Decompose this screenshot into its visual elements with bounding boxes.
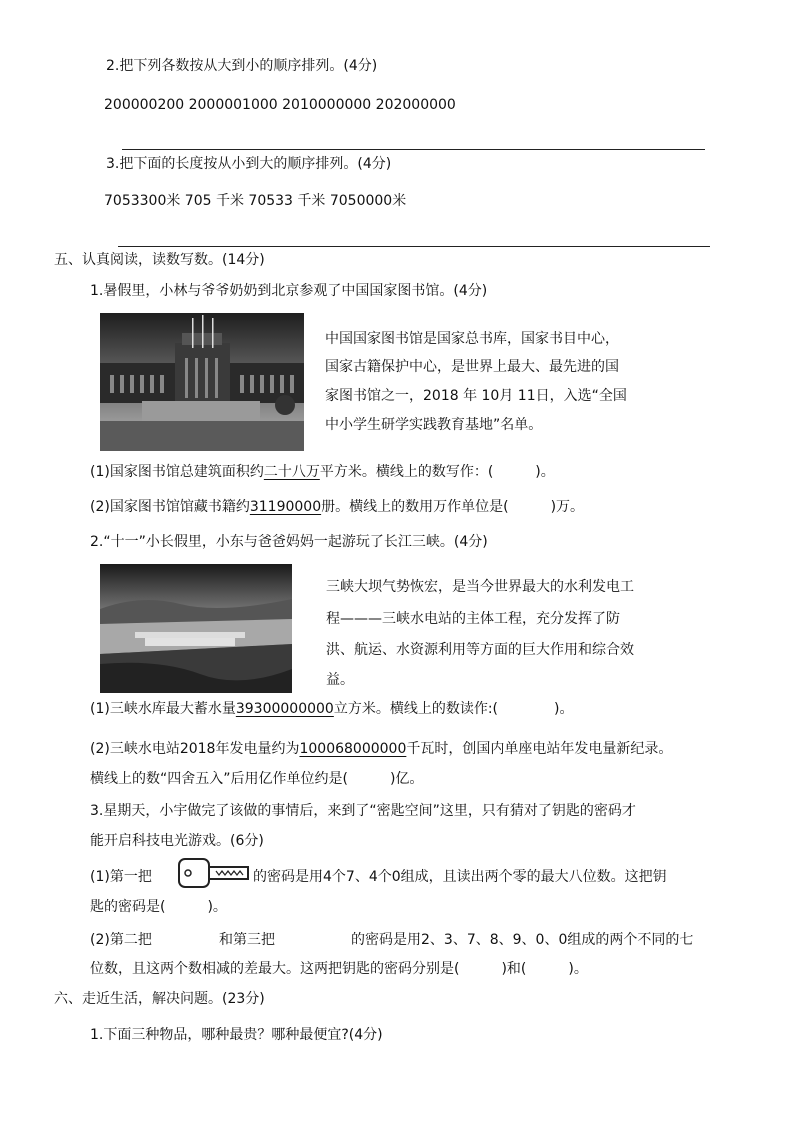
s5q2-title: 2.“十一”小长假里，小东与爸爸妈妈一起游玩了长江三峡。(4分) (90, 534, 488, 550)
s6q1-title: 1.下面三种物品，哪种最贵？哪种最便宜?(4分) (90, 1027, 383, 1043)
s5q3-part1-line2: 匙的密码是( )。 (90, 899, 227, 915)
s5q2-part2-line2: 横线上的数“四舍五入”后用亿作单位约是( )亿。 (90, 771, 424, 787)
library-photo (100, 313, 304, 451)
s5q3-part1-pre: (1)第一把 (90, 869, 152, 885)
q3-answer-line (118, 246, 710, 247)
s5q3-title-line2: 能开启科技电光游戏。(6分) (90, 833, 264, 849)
q2-title: 2.把下列各数按从大到小的顺序排列。(4分) (106, 58, 378, 74)
s5q2-part1: (1)三峡水库最大蓄水量39300000000立方米。横线上的数读作:( )。 (90, 701, 574, 717)
library-text-line: 中小学生研学实践教育基地”名单。 (325, 417, 543, 433)
s5q2-part2: (2)三峡水电站2018年发电量约为100068000000千瓦时，创国内单座电站年发电量新纪录。 (90, 741, 673, 757)
q3-lengths: 7053300米 705 千米 70533 千米 7050000米 (104, 193, 407, 209)
q2-answer-line (122, 149, 705, 150)
s5q3-part2-a: (2)第二把 (90, 932, 152, 948)
dam-photo (100, 564, 292, 693)
s5q1-part2: (2)国家图书馆馆藏书籍约31190000册。横线上的数用万作单位是( )万。 (90, 499, 585, 515)
library-text-line: 中国国家图书馆是国家总书库，国家书目中心， (325, 331, 619, 347)
q2-numbers: 200000200 2000001000 2010000000 202000000 (104, 97, 456, 113)
s5q3-part2-line2: 位数，且这两个数相减的差最大。这两把钥匙的密码分别是( )和( )。 (90, 961, 588, 977)
dam-text-line: 洪、航运、水资源利用等方面的巨大作用和综合效 (326, 642, 634, 658)
key-icon (178, 858, 250, 894)
q3-title: 3.把下面的长度按从小到大的顺序排列。(4分) (106, 156, 392, 172)
s5q3-part2-c: 的密码是用2、3、7、8、9、0、0组成的两个不同的七 (351, 932, 694, 948)
library-text-line: 家图书馆之一，2018 年 10月 11日，入选“全国 (325, 388, 627, 404)
library-text-line: 国家古籍保护中心，是世界上最大、最先进的国 (325, 359, 619, 375)
s5q3-part1-post: 的密码是用4个7、4个0组成，且读出两个零的最大八位数。这把钥 (253, 869, 667, 885)
s5q3-part2-b: 和第三把 (219, 932, 275, 948)
section6-title: 六、走近生活，解决问题。(23分) (54, 991, 265, 1007)
s5q1-title: 1.暑假里，小林与爷爷奶奶到北京参观了中国国家图书馆。(4分) (90, 283, 488, 299)
dam-text-line: 三峡大坝气势恢宏，是当今世界最大的水利发电工 (326, 579, 634, 595)
s5q1-part1: (1)国家图书馆总建筑面积约二十八万平方米。横线上的数写作：( )。 (90, 464, 555, 480)
dam-text-line: 程———三峡水电站的主体工程，充分发挥了防 (326, 611, 620, 627)
section5-title: 五、认真阅读，读数写数。(14分) (54, 252, 265, 268)
dam-text-line: 益。 (326, 672, 354, 688)
s5q3-title-line1: 3.星期天，小宇做完了该做的事情后，来到了“密匙空间”这里，只有猜对了钥匙的密码才 (90, 803, 636, 819)
